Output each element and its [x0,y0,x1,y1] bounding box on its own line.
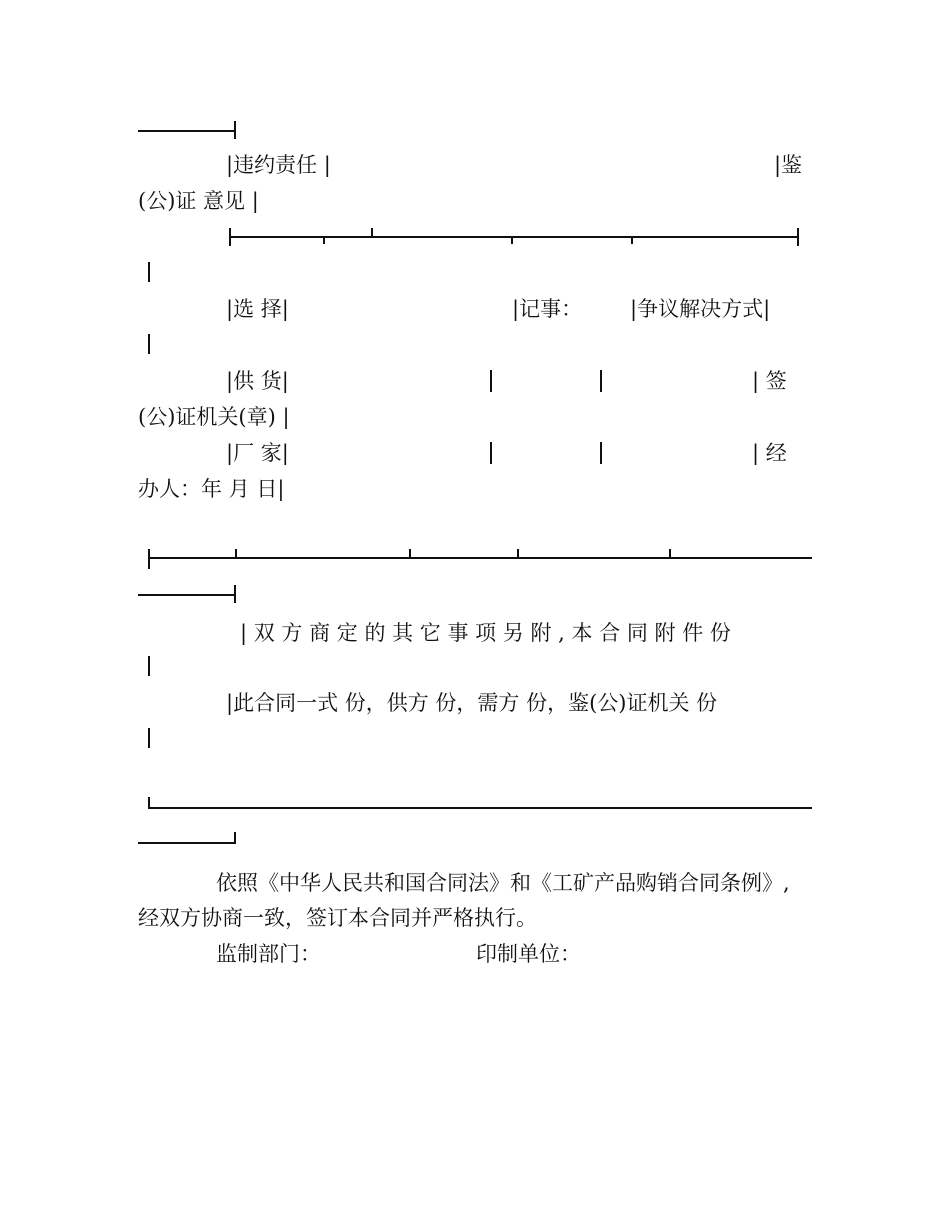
table-border-line [409,549,411,557]
table-border-line [234,832,236,844]
text-notes: |记事： [512,297,583,321]
table-border-line [234,585,236,603]
supervisor-label: 监制部门： [216,942,321,966]
table-border-line [148,807,812,809]
legal-basis-line-2: 经双方协商一致，签订本合同并严格执行。 [138,906,537,930]
text-opinion: (公)证 意见 | [138,189,259,213]
table-border-line [490,370,492,392]
table-border-line [148,557,812,559]
text-sign-2: | 经 [752,441,787,465]
text-factory: |厂 家| [226,441,289,465]
table-border-line [148,334,150,354]
table-border-line [148,728,150,748]
text-copies: |此合同一式 份，供方 份，需方 份，鉴(公)证机关 份 [226,691,718,715]
printer-label: 印制单位： [476,942,581,966]
table-border-line [235,549,237,557]
text-violation-left: |违约责任 | [226,153,331,177]
table-border-line [148,549,150,569]
table-border-line [138,130,236,132]
table-border-line [517,549,519,557]
table-border-line [148,656,150,676]
table-border-line [323,236,325,244]
text-authority-seal: (公)证机关(章) | [138,405,290,429]
text-agent-date: 办人：年 月 日| [138,477,285,501]
table-border-line [234,121,236,139]
table-border-line [371,228,373,236]
table-border-line [600,370,602,392]
text-sign-1: | 签 [752,369,787,393]
table-border-line [138,842,236,844]
table-border-line [229,236,799,238]
table-border-line [490,442,492,464]
table-border-line [631,236,633,244]
table-border-line [600,442,602,464]
table-border-line [148,262,150,282]
table-border-line [669,549,671,557]
table-border-line [797,228,799,246]
table-border-line [511,236,513,244]
table-border-line [138,594,236,596]
text-dispute: |争议解决方式| [630,297,771,321]
text-choose: |选 择| [226,297,289,321]
text-other-matters: | 双 方 商 定 的 其 它 事 项 另 附 , 本 合 同 附 件 份 [240,621,731,645]
text-violation-right: |鉴 [774,153,803,177]
legal-basis-line-1: 依照《中华人民共和国合同法》和《工矿产品购销合同条例》, [216,871,790,895]
text-supplier: |供 货| [226,369,289,393]
